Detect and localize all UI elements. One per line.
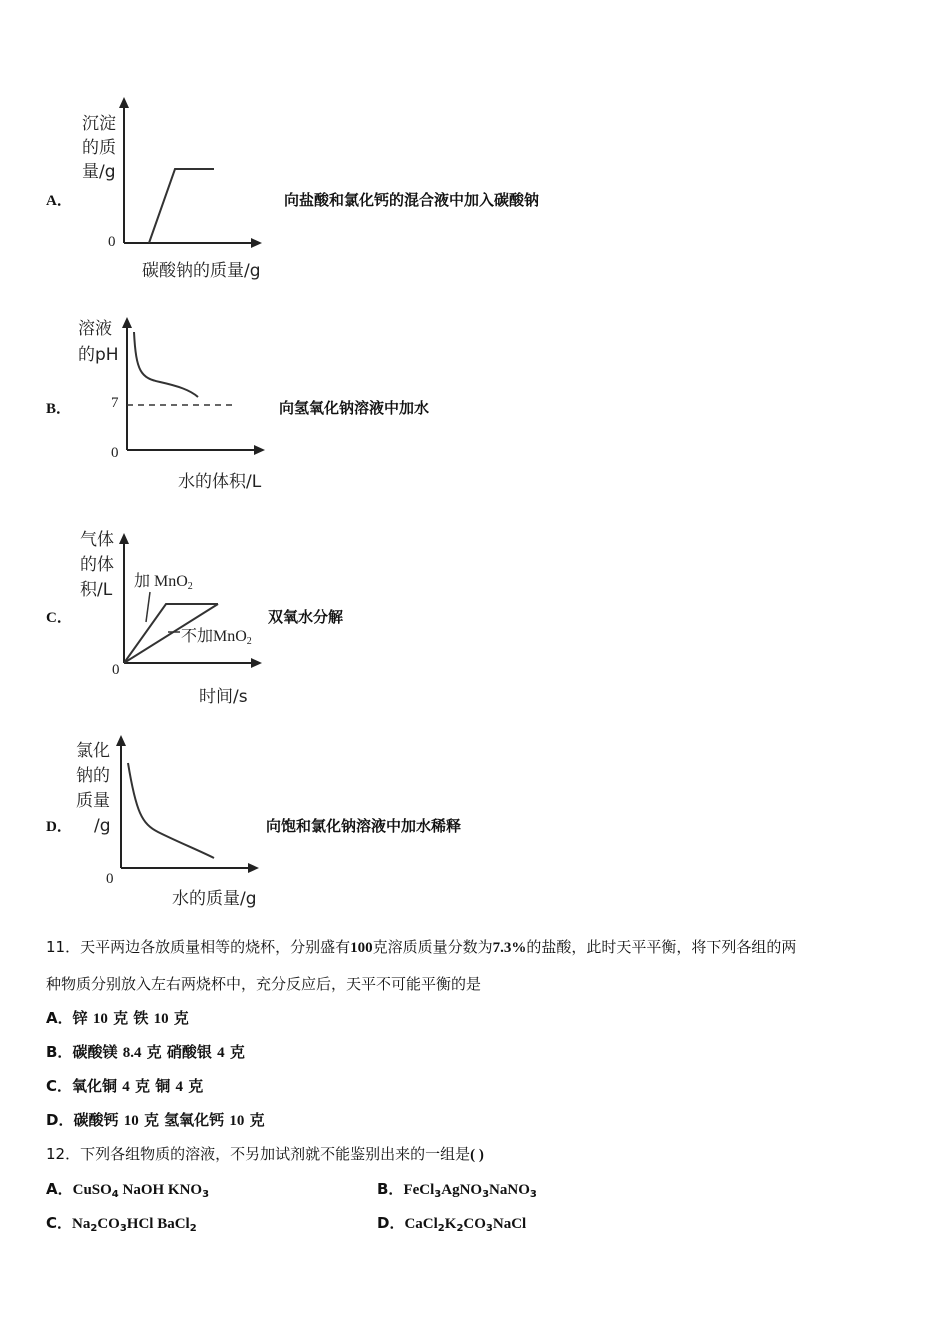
q12-formula-sub: 3 <box>529 1189 537 1200</box>
q11-option-c <box>46 1075 203 1096</box>
q12-formula-sub: 2 <box>189 1223 197 1234</box>
chart-c-ylabel-line: 的体 <box>80 555 114 575</box>
q11-option-text: 克 <box>188 1077 204 1095</box>
q12-stem <box>46 1143 484 1164</box>
chart-b-origin: 0 <box>111 445 119 461</box>
option-d-desc: 向饱和氯化钠溶液中加水稀释 <box>266 817 462 835</box>
chart-c-label-no-catalyst-sub: 2 <box>246 636 252 647</box>
chart-c-ylabel-line: 气体 <box>80 530 114 550</box>
q11-option-letter: B． <box>46 1043 73 1061</box>
q12-formula-sub: 3 <box>482 1189 490 1200</box>
q12-formula: CO <box>97 1216 120 1232</box>
chart-c-label-catalyst-text: 加 MnO <box>134 573 188 590</box>
q12-formula: FeCl <box>403 1182 435 1198</box>
chart-d-curve <box>128 763 214 858</box>
q11-option-text: 克 <box>229 1043 245 1061</box>
chart-d-ylabel-line: 钠的 <box>76 766 110 786</box>
q11-option-text: 克 氢氧化钙 <box>143 1111 225 1129</box>
q12-option-b <box>377 1178 537 1199</box>
chart-d-x-arrow <box>248 863 259 873</box>
chart-b-ylabel-line: 的pH <box>78 345 119 365</box>
q11-option-letter: C． <box>46 1077 73 1095</box>
q12-formula: NaCl <box>492 1216 527 1232</box>
q11-option-text: 氧化铜 <box>72 1077 118 1095</box>
q11-option-a <box>46 1007 189 1028</box>
q11-option-num: 4 <box>217 1045 225 1061</box>
option-b-letter: B． <box>46 401 72 417</box>
q11-option-text: 碳酸钙 <box>73 1111 119 1129</box>
q12-option-letter: B． <box>377 1180 404 1198</box>
q12-formula-sub: 3 <box>202 1189 210 1200</box>
q11-option-text: 克 铁 <box>113 1009 149 1027</box>
chart-d-ylabel-line: 氯化 <box>76 741 110 761</box>
q11-option-letter: D． <box>46 1111 74 1129</box>
q12-formula: HCl BaCl <box>126 1216 190 1232</box>
chart-a-ylabel-line: 沉淀 <box>82 114 116 134</box>
chart-c-origin: 0 <box>112 662 120 678</box>
chart-d-axes <box>0 0 300 910</box>
q12-formula-sub: 2 <box>437 1223 445 1234</box>
chart-b-ylabel-line: 溶液 <box>78 319 112 339</box>
q12-formula: NaNO <box>489 1182 530 1198</box>
q12-option-letter: A． <box>46 1180 73 1198</box>
q11-stem-text: 的盐酸，此时天平平衡，将下列各组的两 <box>526 938 797 956</box>
q11-option-num: 10 <box>92 1011 108 1027</box>
q11-stem-line1 <box>46 936 796 957</box>
q11-option-num: 10 <box>229 1113 245 1129</box>
q12-formula-sub: 3 <box>434 1189 442 1200</box>
q12-formula-sub: 3 <box>119 1223 127 1234</box>
q11-stem-line2: 种物质分别放入左右两烧杯中，充分反应后，天平不可能平衡的是 <box>46 975 482 993</box>
q12-formula: Na <box>72 1216 91 1232</box>
chart-c-ylabel-line: 积/L <box>80 580 113 600</box>
q12-formula: CO <box>463 1216 486 1232</box>
q12-formula: CaCl <box>404 1216 438 1232</box>
q12-formula-sub: 2 <box>456 1223 464 1234</box>
chart-d-y-arrow <box>116 735 126 746</box>
chart-c-label-catalyst-sub: 2 <box>187 581 193 592</box>
chart-d-ylabel-line: /g <box>94 816 111 836</box>
q11-option-text: 克 铜 <box>135 1077 171 1095</box>
option-a-letter: A． <box>46 193 72 209</box>
q11-option-num: 8.4 <box>122 1045 142 1061</box>
q11-option-text: 碳酸镁 <box>72 1043 118 1061</box>
q11-option-text: 克 硝酸银 <box>146 1043 212 1061</box>
option-d-letter: D． <box>46 819 72 835</box>
q12-option-letter: D． <box>377 1214 405 1232</box>
option-c-desc: 双氧水分解 <box>268 608 344 626</box>
q11-option-text: 克 <box>249 1111 265 1129</box>
q11-stem-num: 100 <box>350 940 373 956</box>
q11-option-d <box>46 1109 265 1130</box>
chart-a-ylabel-line: 量/g <box>82 162 116 182</box>
q11-stem-text: 克溶质质量分数为 <box>372 938 493 956</box>
chart-d-ylabel-line: 质量 <box>76 791 110 811</box>
q11-option-text: 锌 <box>72 1009 88 1027</box>
chart-a-origin: 0 <box>108 234 116 250</box>
q11-option-num: 10 <box>123 1113 139 1129</box>
q11-stem-num: 7.3% <box>492 940 527 956</box>
option-b-desc: 向氢氧化钠溶液中加水 <box>279 399 430 417</box>
chart-b-ref-value: 7 <box>111 395 119 411</box>
q12-option-c <box>46 1212 197 1233</box>
chart-c-label-no-catalyst-text: 不加MnO <box>181 628 247 645</box>
chart-d-xlabel: 水的质量/g <box>172 889 257 909</box>
q12-formula-sub: 2 <box>90 1223 98 1234</box>
chart-b-xlabel: 水的体积/L <box>178 472 262 492</box>
q11-option-letter: A． <box>46 1009 73 1027</box>
q12-formula: AgNO <box>441 1182 483 1198</box>
q12-formula-sub: 3 <box>485 1223 493 1234</box>
q12-option-letter: C． <box>46 1214 73 1232</box>
q11-option-text: 克 <box>173 1009 189 1027</box>
chart-c-xlabel: 时间/s <box>199 687 248 707</box>
chart-a-xlabel: 碳酸钠的质量/g <box>142 261 261 281</box>
q12-formula: NaOH KNO <box>118 1182 203 1198</box>
q12-stem-text: 12．下列各组物质的溶液，不另加试剂就不能鉴别出来的一组是 <box>46 1145 471 1163</box>
chart-a-ylabel-line: 的质 <box>82 138 116 158</box>
q12-option-a <box>46 1178 209 1199</box>
q12-formula: CuSO <box>72 1182 112 1198</box>
q12-option-d <box>377 1212 526 1233</box>
option-c-letter: C． <box>46 610 72 626</box>
q11-option-b <box>46 1041 245 1062</box>
q11-option-num: 4 <box>175 1079 183 1095</box>
q11-stem-text: 11．天平两边各放质量相等的烧杯，分别盛有 <box>46 938 351 956</box>
option-a-desc: 向盐酸和氯化钙的混合液中加入碳酸钠 <box>284 191 540 209</box>
chart-d-origin: 0 <box>106 871 114 887</box>
q12-formula-sub: 4 <box>111 1189 119 1200</box>
q12-stem-paren: ( ) <box>470 1147 484 1163</box>
q12-formula: K <box>444 1216 457 1232</box>
q11-option-num: 10 <box>153 1011 169 1027</box>
q11-option-num: 4 <box>122 1079 130 1095</box>
